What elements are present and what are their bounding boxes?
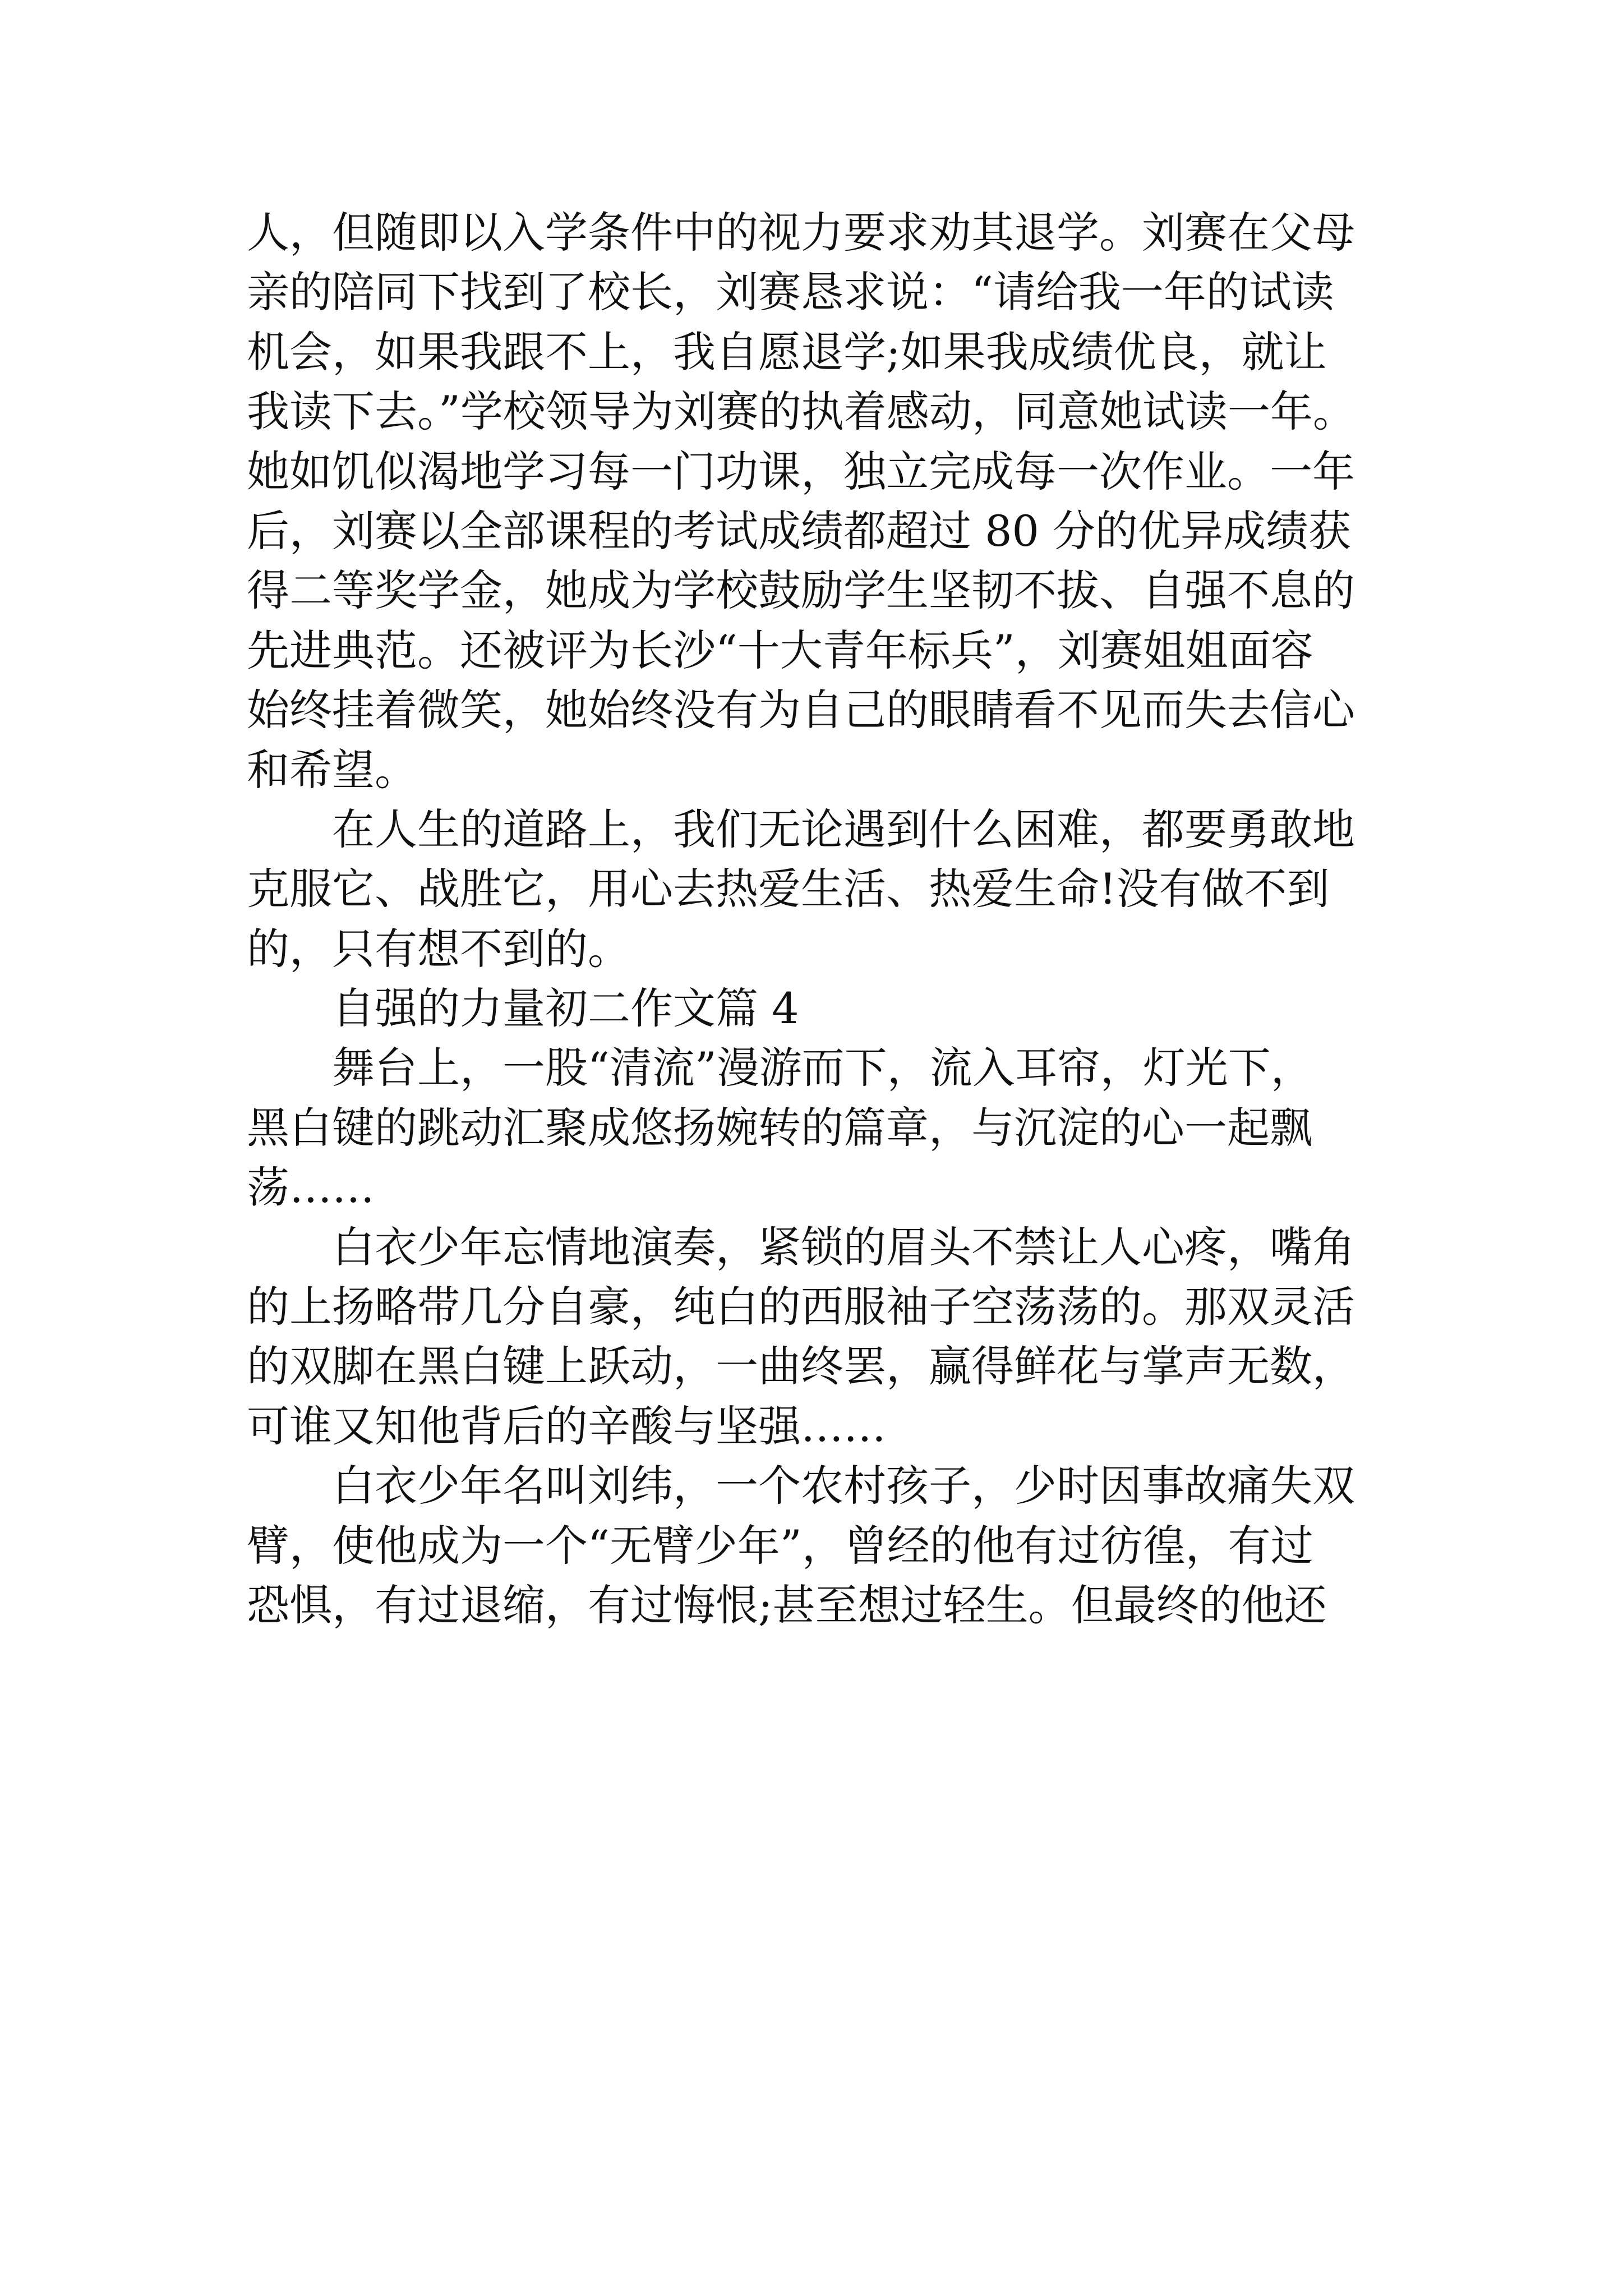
text-line: 的，只有想不到的。 [247, 923, 630, 974]
text-line: 克服它、战胜它，用心去热爱生活、热爱生命!没有做不到 [247, 864, 1330, 914]
text-line: 她如饥似渴地学习每一门功课，独立完成每一次作业。一年 [247, 446, 1355, 496]
text-line: 先进典范。还被评为长沙“十大青年标兵”，刘赛姐姐面容 [247, 625, 1313, 675]
text-line: 始终挂着微笑，她始终没有为自己的眼睛看不见而失去信心 [247, 685, 1355, 735]
text-line: 黑白键的跳动汇聚成悠扬婉转的篇章，与沉淀的心一起飘 [247, 1102, 1312, 1153]
document-body [247, 203, 1391, 1635]
text-line: 人，但随即以入学条件中的视力要求劝其退学。刘赛在父母 [247, 208, 1355, 257]
text-line: 我读下去。”学校领导为刘赛的执着感动，同意她试读一年。 [247, 386, 1355, 437]
text-line: 的双脚在黑白键上跃动，一曲终罢，赢得鲜花与掌声无数， [247, 1341, 1355, 1392]
paragraph-start-line: 舞台上，一股“清流”漫游而下，流入耳帘，灯光下， [332, 1043, 1313, 1093]
text-line: 亲的陪同下找到了校长，刘赛恳求说：“请给我一年的试读 [247, 267, 1334, 318]
text-line: 机会，如果我跟不上，我自愿退学;如果我成绩优良，就让 [247, 326, 1327, 377]
paragraph-start-line: 白衣少年名叫刘纬，一个农村孩子，少时因事故痛失双 [332, 1461, 1355, 1511]
text-line: 和希望。 [247, 744, 417, 795]
text-line: 可谁又知他背后的辛酸与坚强…… [247, 1401, 886, 1451]
text-line: 荡…… [247, 1162, 375, 1213]
text-line: 恐惧，有过退缩，有过悔恨;甚至想过轻生。但最终的他还 [247, 1580, 1327, 1630]
text-line: 后，刘赛以全部课程的考试成绩都超过 80 分的优异成绩获 [247, 505, 1352, 556]
paragraph-start-line: 在人生的道路上，我们无论遇到什么困难，都要勇敢地 [332, 804, 1355, 854]
text-line: 得二等奖学金，她成为学校鼓励学生坚韧不拔、自强不息的 [247, 565, 1355, 616]
paragraph-start-line: 白衣少年忘情地演奏，紧锁的眉头不禁让人心疼，嘴角 [332, 1222, 1355, 1272]
text-line: 臂，使他成为一个“无臂少年”，曾经的他有过彷徨，有过 [247, 1520, 1313, 1571]
section-heading: 自强的力量初二作文篇 4 [332, 983, 799, 1034]
text-line: 的上扬略带几分自豪，纯白的西服袖子空荡荡的。那双灵活 [247, 1282, 1355, 1332]
